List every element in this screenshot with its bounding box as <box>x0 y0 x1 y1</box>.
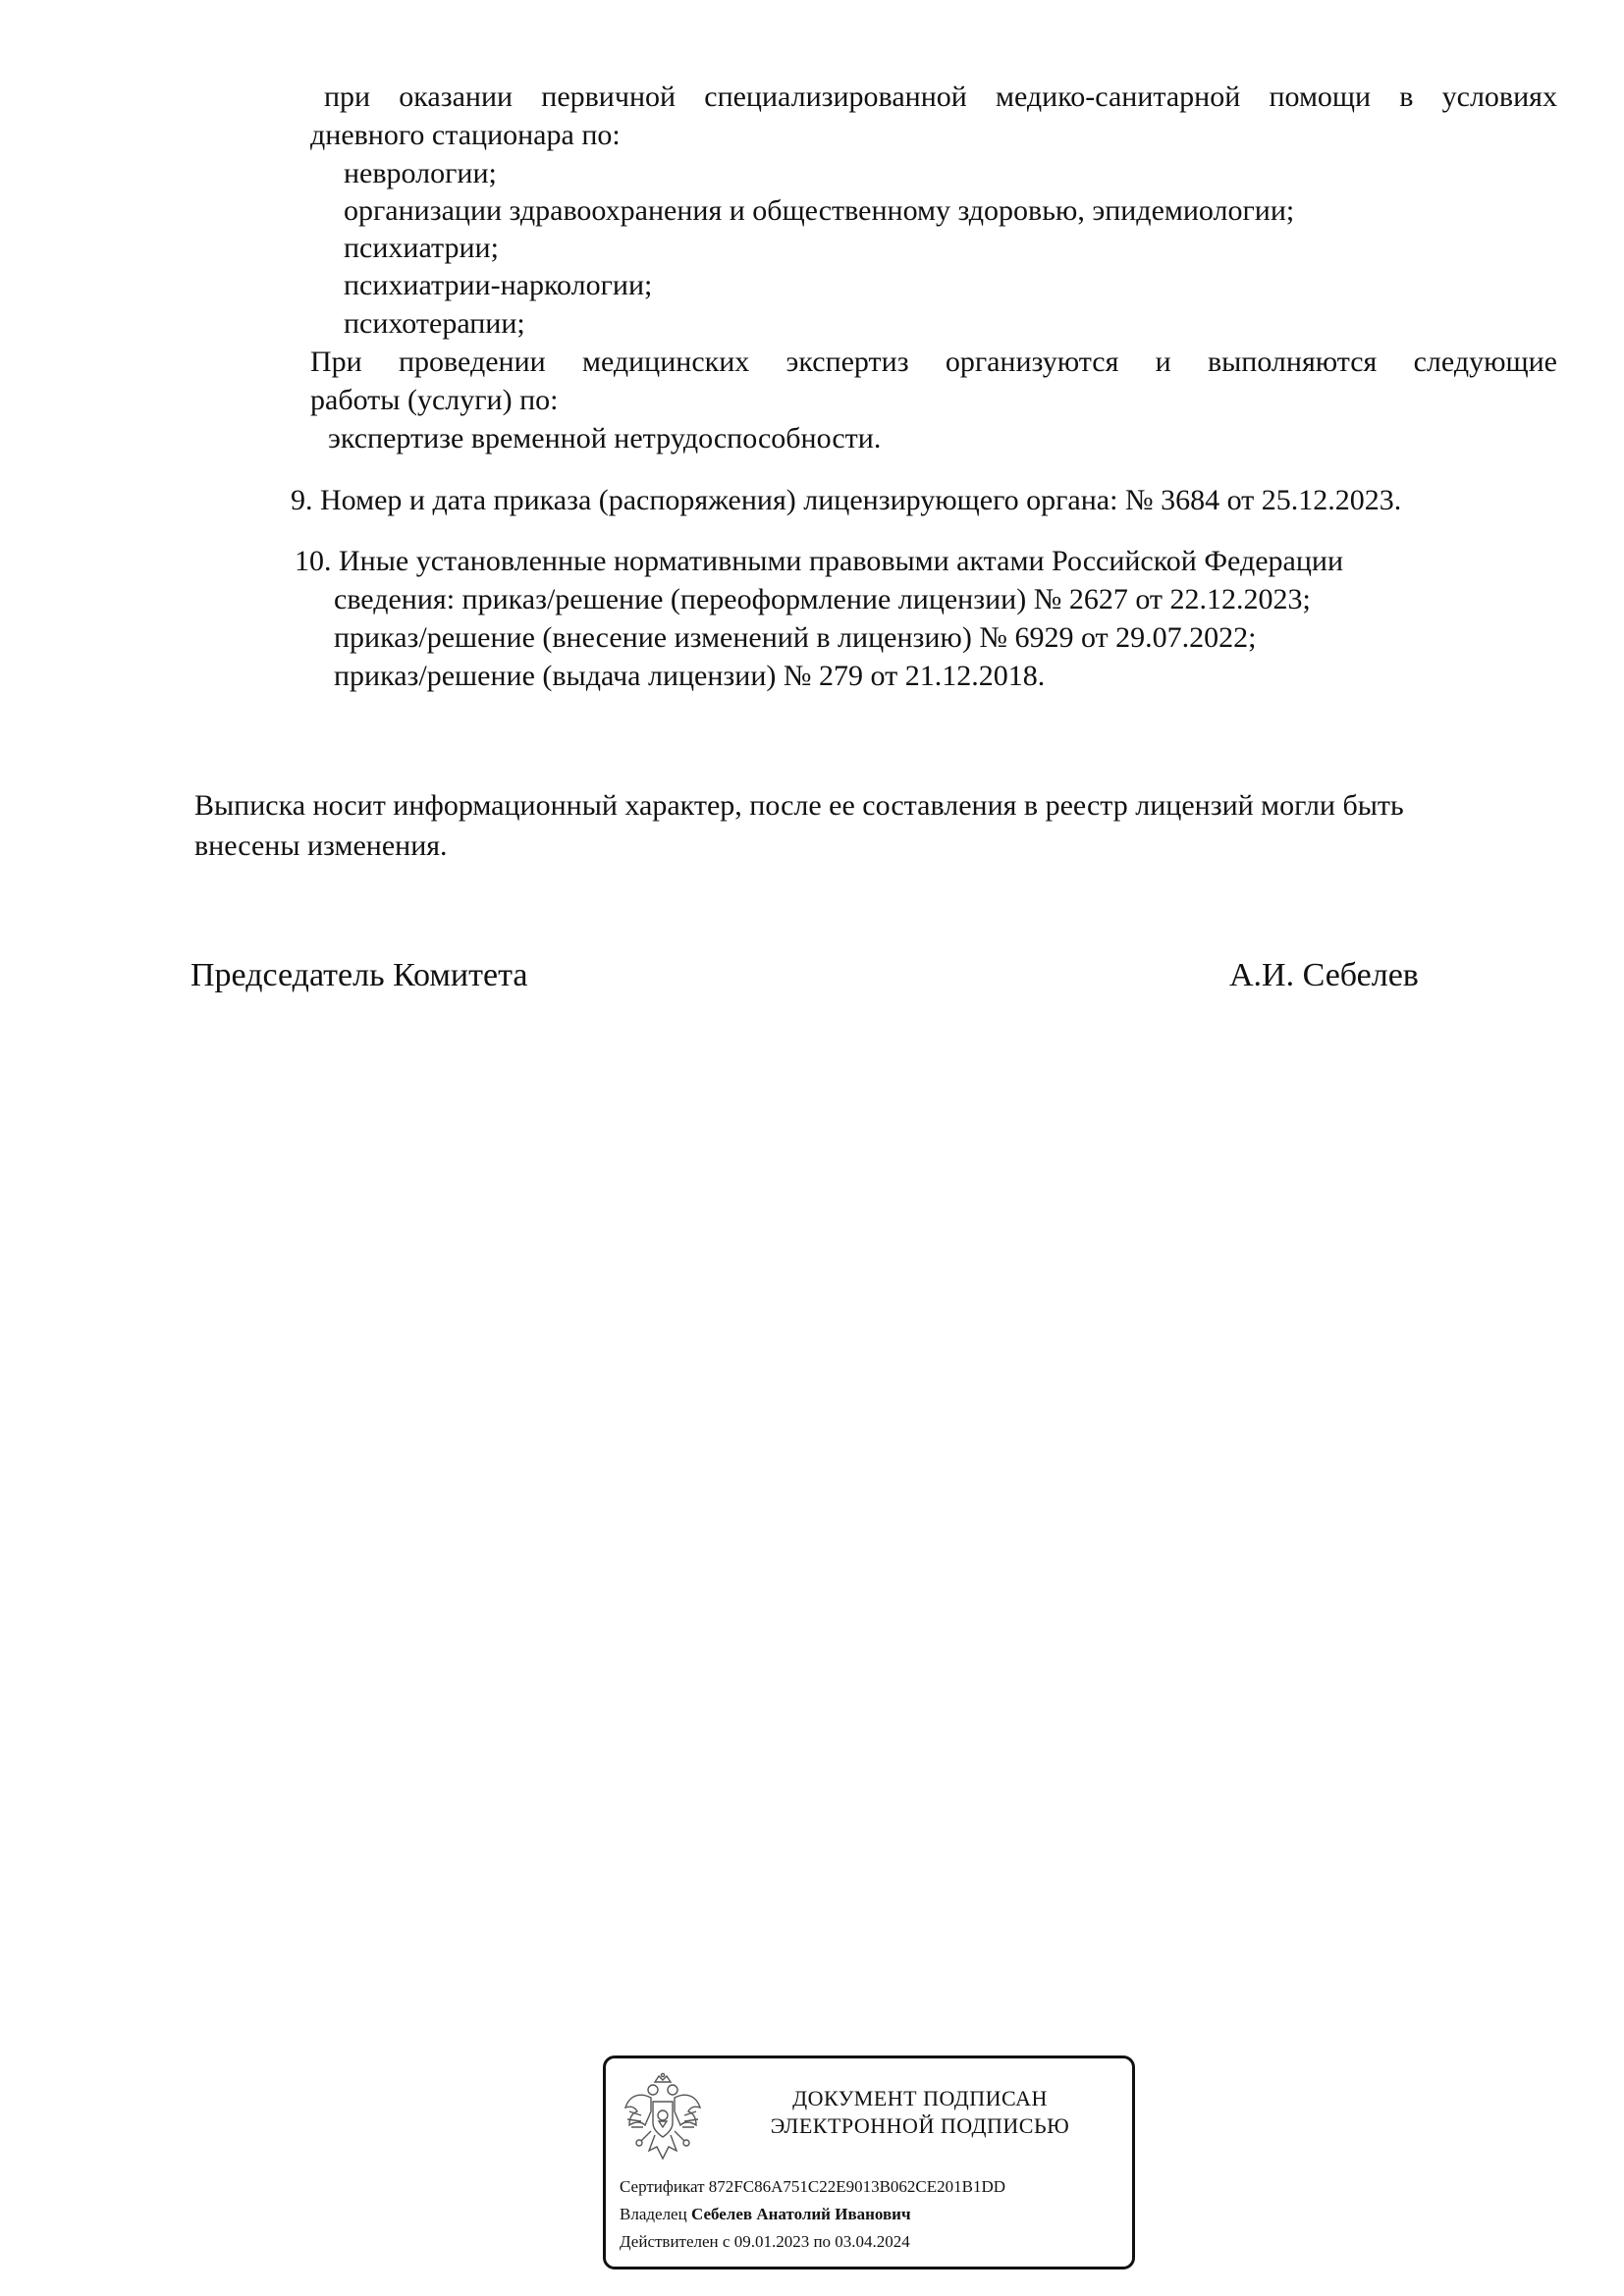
word: медико-санитарной <box>996 80 1241 113</box>
word: первичной <box>541 80 677 113</box>
service-item: психиатрии-наркологии; <box>344 269 653 301</box>
word: медицинских <box>581 346 750 378</box>
word: выполняются <box>1207 346 1378 378</box>
word: в <box>1399 80 1414 113</box>
section-10-line-3: приказ/решение (внесение изменений в лицензию) № 6929 от 29.07.2022; <box>334 621 1257 654</box>
certificate-value: 872FC86A751C22E9013B062CE201B1DD <box>708 2177 1006 2196</box>
word: помощи <box>1269 80 1372 113</box>
stamp-title-line-1: ДОКУМЕНТ ПОДПИСАН <box>792 2086 1048 2110</box>
signatory-position: Председатель Комитета <box>190 957 528 993</box>
coat-of-arms-icon <box>622 2072 704 2166</box>
certificate-label: Сертификат <box>620 2177 705 2196</box>
services-intro-line-2: дневного стационара по: <box>310 119 621 151</box>
section-9: 9. Номер и дата приказа (распоряжения) лицензирующего органа: № 3684 от 25.12.2023. <box>291 484 1402 516</box>
electronic-signature-stamp <box>603 2056 1135 2269</box>
word: экспертиз <box>785 346 909 378</box>
expertise-line-2: работы (услуги) по: <box>310 384 559 416</box>
word: организуются <box>945 346 1119 378</box>
section-10-line-1: 10. Иные установленные нормативными правовыми актами Российской Федерации <box>295 545 1344 577</box>
word: следующие <box>1413 346 1557 378</box>
word: оказании <box>399 80 514 113</box>
word: условиях <box>1441 80 1557 113</box>
stamp-title-line-2: ЭЛЕКТРОННОЙ ПОДПИСЬЮ <box>770 2113 1070 2138</box>
expertise-item: экспертизе временной нетрудоспособности. <box>328 422 882 454</box>
word: проведении <box>398 346 546 378</box>
word: при <box>324 80 371 113</box>
stamp-certificate <box>620 2176 1005 2198</box>
stamp-owner <box>620 2204 911 2225</box>
owner-label: Владелец <box>620 2205 687 2223</box>
owner-value: Себелев Анатолий Иванович <box>690 2205 911 2223</box>
service-item: неврологии; <box>344 157 497 189</box>
expertise-line-1 <box>310 344 1557 381</box>
stamp-validity: Действителен с 09.01.2023 по 03.04.2024 <box>620 2232 910 2251</box>
services-intro-line-1 <box>324 79 1557 116</box>
service-item: психотерапии; <box>344 307 525 340</box>
service-item: организации здравоохранения и общественному здоровью, эпидемиологии; <box>344 194 1295 227</box>
word: При <box>310 346 362 378</box>
notice-line-2: внесены изменения. <box>194 829 448 862</box>
word: специализированной <box>704 80 967 113</box>
signatory-name: А.И. Себелев <box>1229 957 1419 993</box>
section-10-line-4: приказ/решение (выдача лицензии) № 279 от 21.12.2018. <box>334 660 1046 692</box>
section-10-line-2: сведения: приказ/решение (переоформление лицензии) № 2627 от 22.12.2023; <box>334 583 1311 615</box>
notice-line-1: Выписка носит информационный характер, после ее составления в реестр лицензий могли быть <box>194 789 1404 822</box>
service-item: психиатрии; <box>344 232 499 264</box>
word: и <box>1155 346 1171 378</box>
